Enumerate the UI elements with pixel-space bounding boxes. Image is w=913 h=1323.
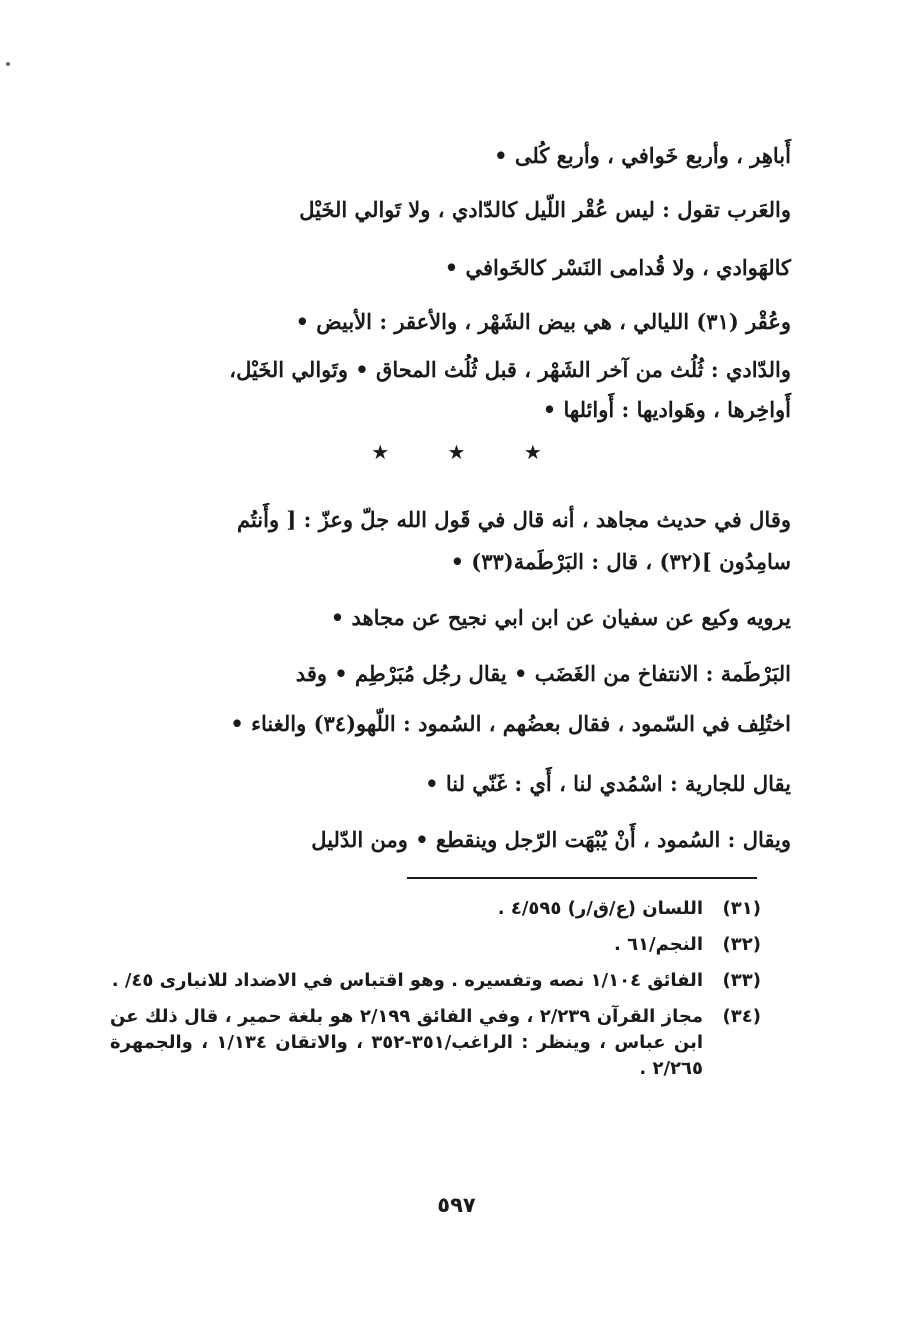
footnote-text: الفائق ١/١٠٤ نصه وتفسيره . وهو اقتباس في الاضداد للانبارى ٤٥/ . (111, 970, 703, 991)
footnote-rule (407, 877, 757, 879)
footnote-number: (٣٣) (722, 970, 761, 991)
text-line: والعَرب تقول : ليس عُقْر اللّيل كالدّادي ، ولا تَوالي الخَيْل (299, 197, 791, 222)
text-line: والدّادي : ثُلُث من آخر الشَهْر ، قبل ثُلُث المحاق • وتَوالي الخَيْل، (229, 357, 791, 382)
text-line: سامِدُون ](٣٢) ، قال : البَرْطَمة(٣٣) • (450, 549, 791, 574)
text-line: كالهَوادي ، ولا قُدامى النَسْر كالخَوافي • (444, 255, 791, 280)
footnote-text: اللسان (ع/ق/ر) ٤/٥٩٥ . (497, 898, 703, 919)
text-line: أَباهِر ، وأربع خَوافي ، وأربع كُلى • (494, 143, 791, 168)
text-line: ويقال : السُمود ، أَنْ يُبْهَت الرّجل وينقطع • ومن الدّليل (311, 827, 791, 852)
text-line: اختُلِف في السّمود ، فقال بعضُهم ، السُمود : اللّهو(٣٤) والغناء • (230, 711, 791, 736)
footnotes (110, 896, 761, 1092)
text-line: وعُقْر (٣١) الليالي ، هي بيض الشَهْر ، والأعقر : الأبيض • (295, 309, 791, 334)
footnote-text: النجم/٦١ . (613, 934, 703, 955)
footnote-number: (٣٤) (722, 1006, 761, 1027)
star-icon: ★ (371, 440, 390, 464)
footnote (110, 968, 761, 994)
text-line: وقال في حديث مجاهد ، أنه قال في قَول الله جلّ وعزّ : [ وأَنتُم (236, 507, 791, 532)
page-number: ٥٩٧ (437, 1193, 476, 1217)
footnote (110, 896, 761, 922)
star-icon: ★ (523, 440, 542, 464)
footnote-number: (٣٢) (722, 934, 761, 955)
footnote-text: مجاز القرآن ٢/٢٣٩ ، وفي الفائق ٢/١٩٩ هو بلغة حمير ، قال ذلك عن ابن عباس ، وينظر : الراغب/٣٥١-٣٥٢ ، والاتقان ١/١٣٤ ، والجمهرة ٢/٢٦٥ . (110, 1006, 704, 1079)
text-line: أَواخِرها ، وهَواديها : أَوائلها • (542, 397, 791, 422)
star-icon: ★ (447, 440, 466, 464)
text-line: البَرْطَمة : الانتفاخ من الغَضَب • يقال رجُل مُبَرْطِم • وقد (295, 661, 791, 686)
footnote (110, 932, 761, 958)
text-line: يرويه وكيع عن سفيان عن ابن ابي نجيح عن مجاهد • (330, 605, 791, 630)
footnote-number: (٣١) (722, 898, 761, 919)
footnote (110, 1004, 761, 1082)
scan-speck (6, 62, 10, 66)
text-line: يقال للجارية : اسْمُدي لنا ، أَي : غَنّي لنا • (425, 771, 791, 796)
section-separator (0, 440, 913, 470)
